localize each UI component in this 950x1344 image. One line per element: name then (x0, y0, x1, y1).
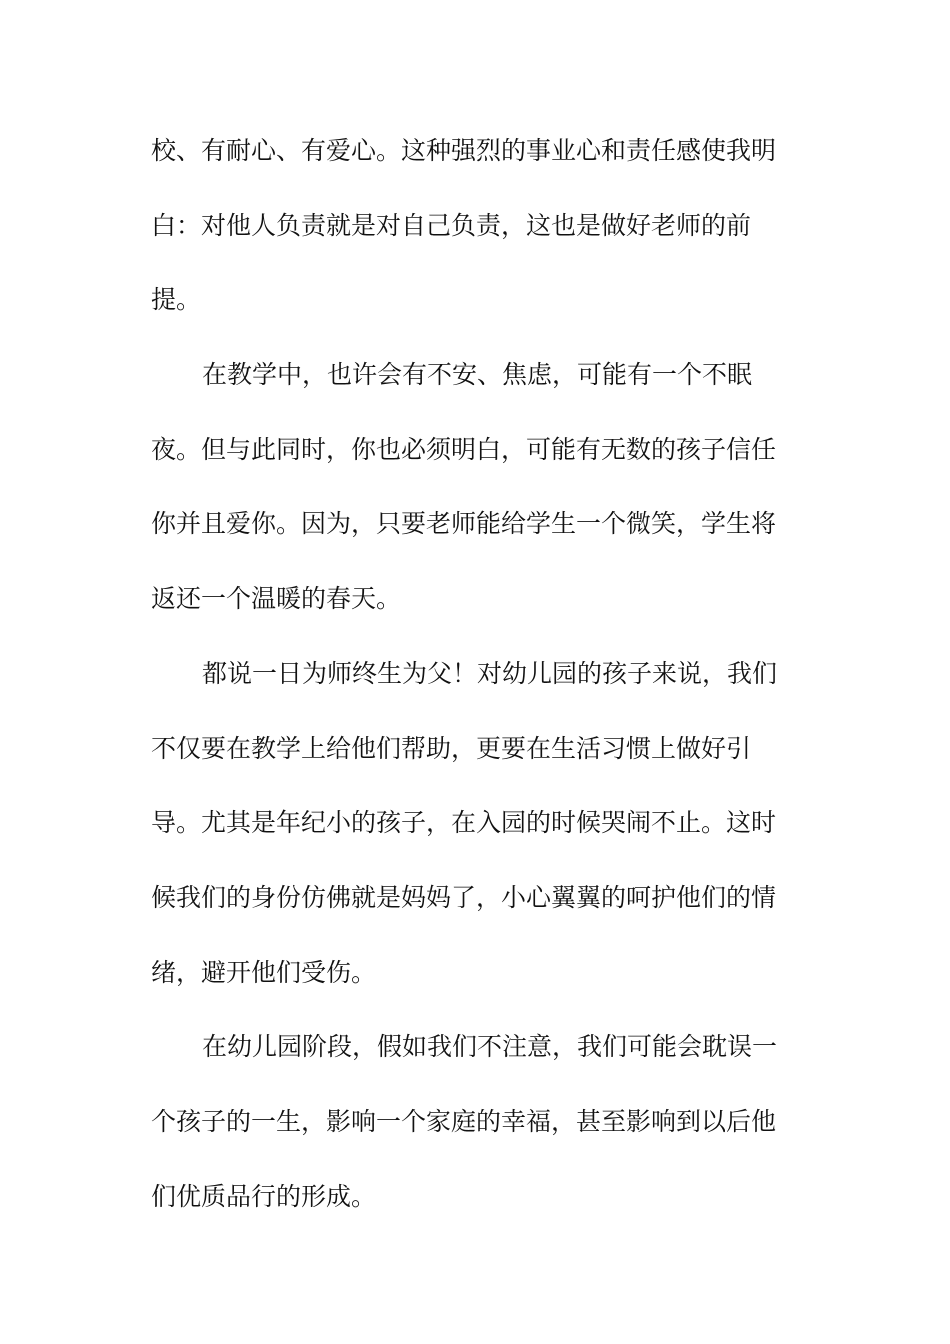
paragraph-3 (151, 637, 791, 1010)
text-line: 校、有耐心、有爱心。这种强烈的事业心和责任感使我明 (151, 136, 777, 165)
text-line: 个孩子的一生，影响一个家庭的幸福，甚至影响到以后他 (151, 1106, 777, 1136)
text-line: 候我们的身份仿佛就是妈妈了，小心翼翼的呵护他们的情 (151, 882, 777, 912)
text-line: 提。 (151, 285, 202, 315)
paragraph-2 (151, 338, 791, 637)
text-line: 不仅要在教学上给他们帮助，更要在生活习惯上做好引 (151, 733, 752, 763)
text-line: 夜。但与此同时，你也必须明白，可能有无数的孩子信任 (151, 434, 777, 464)
text-line: 们优质品行的形成。 (151, 1181, 377, 1211)
text-line: 都说一日为师终生为父！对幼儿园的孩子来说，我们 (202, 658, 778, 688)
text-line: 在幼儿园阶段，假如我们不注意，我们可能会耽误一 (202, 1032, 778, 1062)
text-line: 白：对他人负责就是对自己负责，这也是做好老师的前 (151, 210, 752, 240)
document-body (151, 114, 791, 1234)
paragraph-4 (151, 1010, 791, 1234)
paragraph-1 (151, 114, 791, 338)
text-line: 你并且爱你。因为，只要老师能给学生一个微笑，学生将 (151, 509, 777, 539)
text-line: 绪，避开他们受伤。 (151, 957, 377, 987)
text-line: 导。尤其是年纪小的孩子，在入园的时候哭闹不止。这时 (151, 808, 777, 838)
text-line: 返还一个温暖的春天。 (151, 584, 402, 614)
text-line: 在教学中，也许会有不安、焦虑，可能有一个不眠 (202, 360, 753, 390)
